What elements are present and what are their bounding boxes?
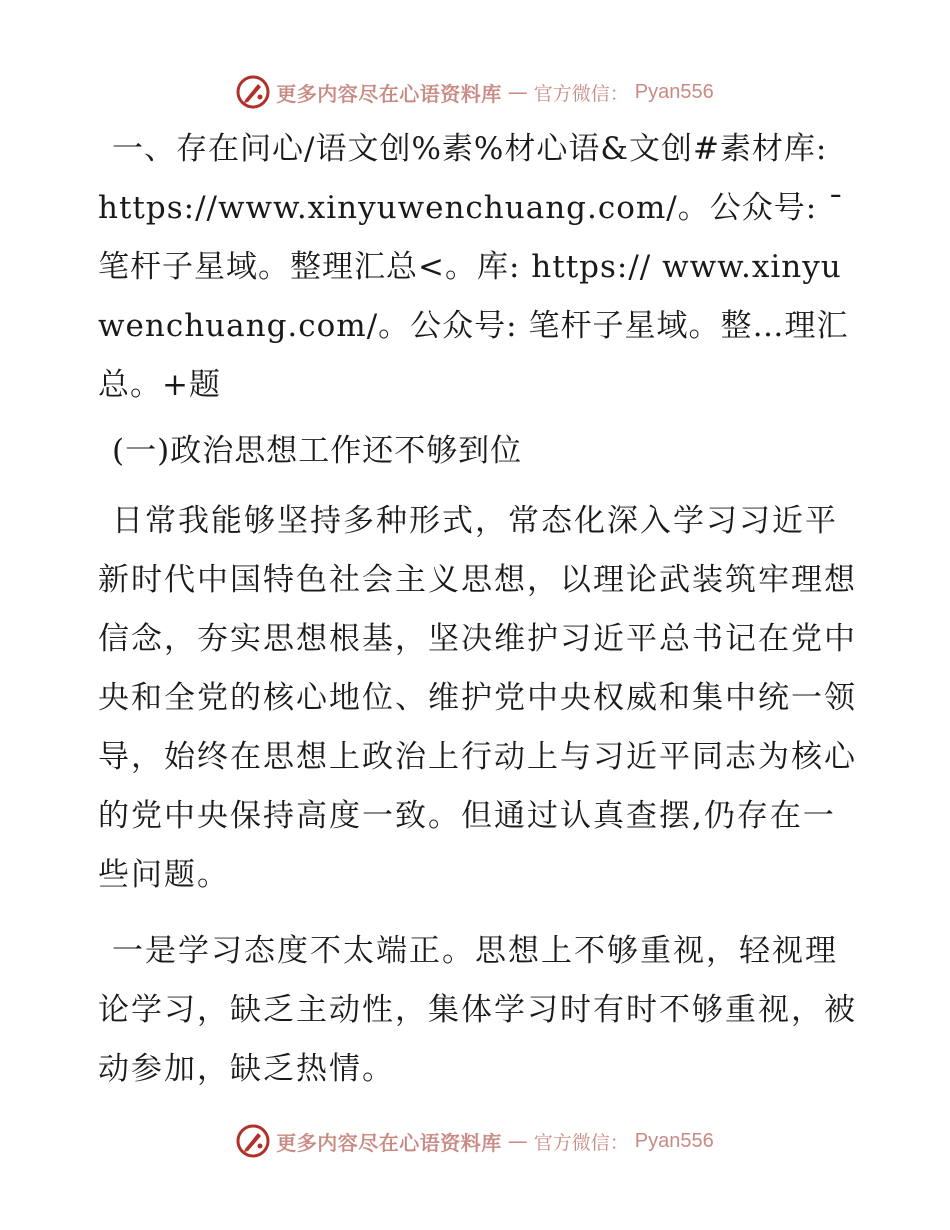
section-heading: (一)政治思想工作还不够到位 (112, 433, 523, 469)
point-one-paragraph: 一是学习态度不太端正。思想上不够重视，轻视理论学习，缺乏主动性，集体学习时有时不够重视，被动参加，缺乏热情。 (98, 933, 857, 1087)
header-watermark-banner (0, 72, 950, 112)
banner-wechat-id: Pyan556 (634, 80, 714, 103)
banner-slogan: 更多内容尽在心语资料库 (276, 81, 502, 106)
footer-watermark-banner (0, 1121, 950, 1161)
document-body (98, 120, 858, 1099)
banner-wechat-id: Pyan556 (634, 1129, 714, 1152)
brand-logo-icon (236, 75, 270, 109)
banner-slogan: 更多内容尽在心语资料库 (276, 1130, 502, 1155)
banner-wechat-label: 官方微信： (533, 1131, 629, 1154)
body-paragraph: 日常我能够坚持多种形式，常态化深入学习习近平新时代中国特色社会主义思想，以理论武装筑牢理想信念，夯实思想根基，坚决维护习近平总书记在党中央和全党的核心地位、维护党中央权威和集中统一领导，始终在思想上政治上行动上与习近平同志为核心的党中央保持高度一致。但通过认真查摆,仍存在一些问题。 (98, 503, 857, 893)
intro-line: 一、存在问心/语文创%素%材心语&文创#素材库: https://www.xinyuwenchuang.com/。公众号: ¯笔杆子星域。整理汇总<。库: https:// www.xinyuwenchuang.com/。公众号: 笔杆子星域。整…理汇总。+题 (98, 131, 849, 403)
banner-separator: — (507, 80, 528, 104)
banner-wechat-label: 官方微信： (533, 82, 629, 105)
banner-separator: — (507, 1129, 528, 1153)
brand-logo-icon (236, 1124, 270, 1158)
